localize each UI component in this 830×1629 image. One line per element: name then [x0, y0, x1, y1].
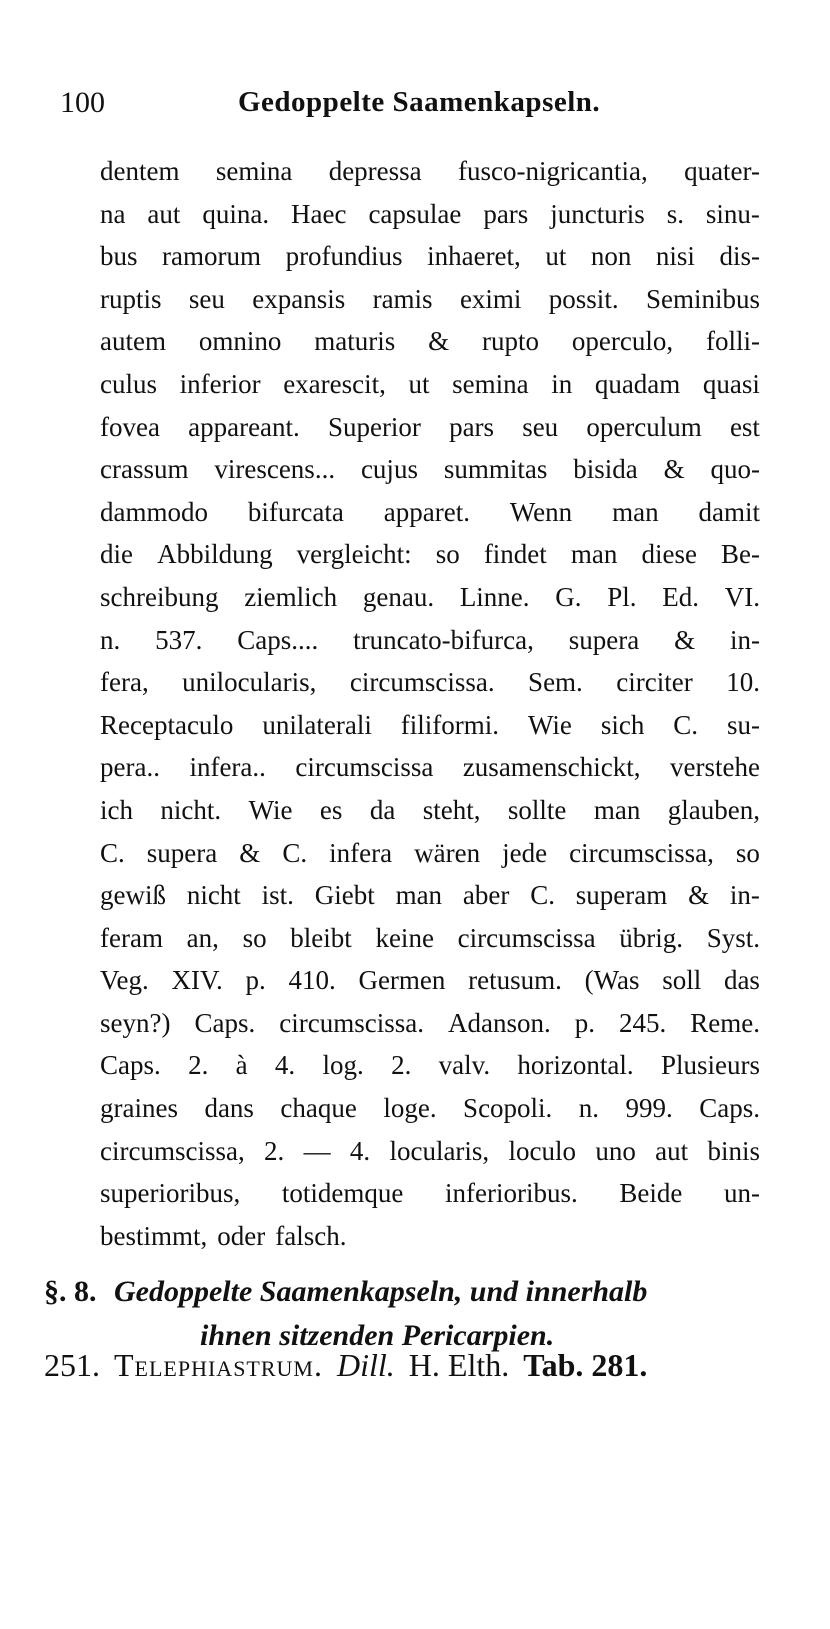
body-line: bestimmt, oder falsch. — [100, 1220, 347, 1251]
body-line: autem omnino maturis & rupto operculo, folli- — [100, 326, 760, 357]
entry-plate: Tab. 281. — [523, 1347, 648, 1383]
section-title-line1: Gedoppelte Saamenkapseln, und innerhalb — [114, 1275, 648, 1308]
body-line: dammodo bifurcata apparet. Wenn man damit — [100, 496, 760, 527]
entry-source: H. Elth. — [408, 1347, 510, 1383]
running-title: Gedoppelte Saamenkapseln. — [238, 86, 601, 118]
body-line: schreibung ziemlich genau. Linne. G. Pl. Ed. VI. — [100, 581, 760, 612]
body-line: n. 537. Caps.... truncato-bifurca, supera & in- — [100, 624, 760, 655]
body-line: gewiß nicht ist. Giebt man aber C. superam & in- — [100, 880, 760, 911]
page-number: 100 — [60, 86, 105, 119]
entry-genus: Telephiastrum. — [114, 1347, 323, 1383]
page-header — [60, 86, 760, 126]
body-line: graines dans chaque loge. Scopoli. n. 999. Caps. — [100, 1093, 760, 1124]
body-line: na aut quina. Haec capsulae pars juncturis s. sinu- — [100, 198, 760, 229]
body-line: fera, unilocularis, circumscissa. Sem. circiter 10. — [100, 667, 760, 698]
body-line: superioribus, totidemque inferioribus. Beide un- — [100, 1178, 760, 1209]
body-line: dentem semina depressa fusco-nigricantia, quater- — [100, 156, 760, 186]
body-line: Veg. XIV. p. 410. Germen retusum. (Was soll das — [100, 965, 760, 996]
section-number: §. 8. — [44, 1275, 97, 1308]
body-line: pera.. infera.. circumscissa zusamenschickt, verstehe — [100, 752, 760, 783]
body-line: circumscissa, 2. — 4. locularis, loculo uno aut binis — [100, 1135, 760, 1166]
body-line: bus ramorum profundius inhaeret, ut non nisi dis- — [100, 241, 760, 272]
body-line: feram an, so bleibt keine circumscissa übrig. Syst. — [100, 922, 760, 953]
body-line: ruptis seu expansis ramis eximi possit. Seminibus — [100, 283, 760, 314]
body-line: crassum virescens... cujus summitas bisida & quo- — [100, 454, 760, 485]
body-line: culus inferior exarescit, ut semina in quadam quasi — [100, 368, 760, 399]
body-line: C. supera & C. infera wären jede circumscissa, so — [100, 837, 760, 868]
body-line: fovea appareant. Superior pars seu operculum est — [100, 411, 760, 442]
body-line: Caps. 2. à 4. log. 2. valv. horizontal. Plusieurs — [100, 1050, 760, 1081]
body-line: die Abbildung vergleicht: so findet man diese Be- — [100, 539, 760, 570]
body-line: ich nicht. Wie es da steht, sollte man glauben, — [100, 794, 760, 825]
section-title-line2: ihnen sitzenden Pericarpien. — [200, 1319, 555, 1352]
body-line: Receptaculo unilaterali filiformi. Wie sich C. su- — [100, 709, 760, 740]
genus-entry — [44, 1342, 764, 1388]
entry-number: 251. — [44, 1347, 100, 1383]
entry-author: Dill. — [337, 1347, 395, 1383]
body-text — [100, 150, 760, 1257]
body-line: seyn?) Caps. circumscissa. Adanson. p. 245. Reme. — [100, 1007, 760, 1038]
